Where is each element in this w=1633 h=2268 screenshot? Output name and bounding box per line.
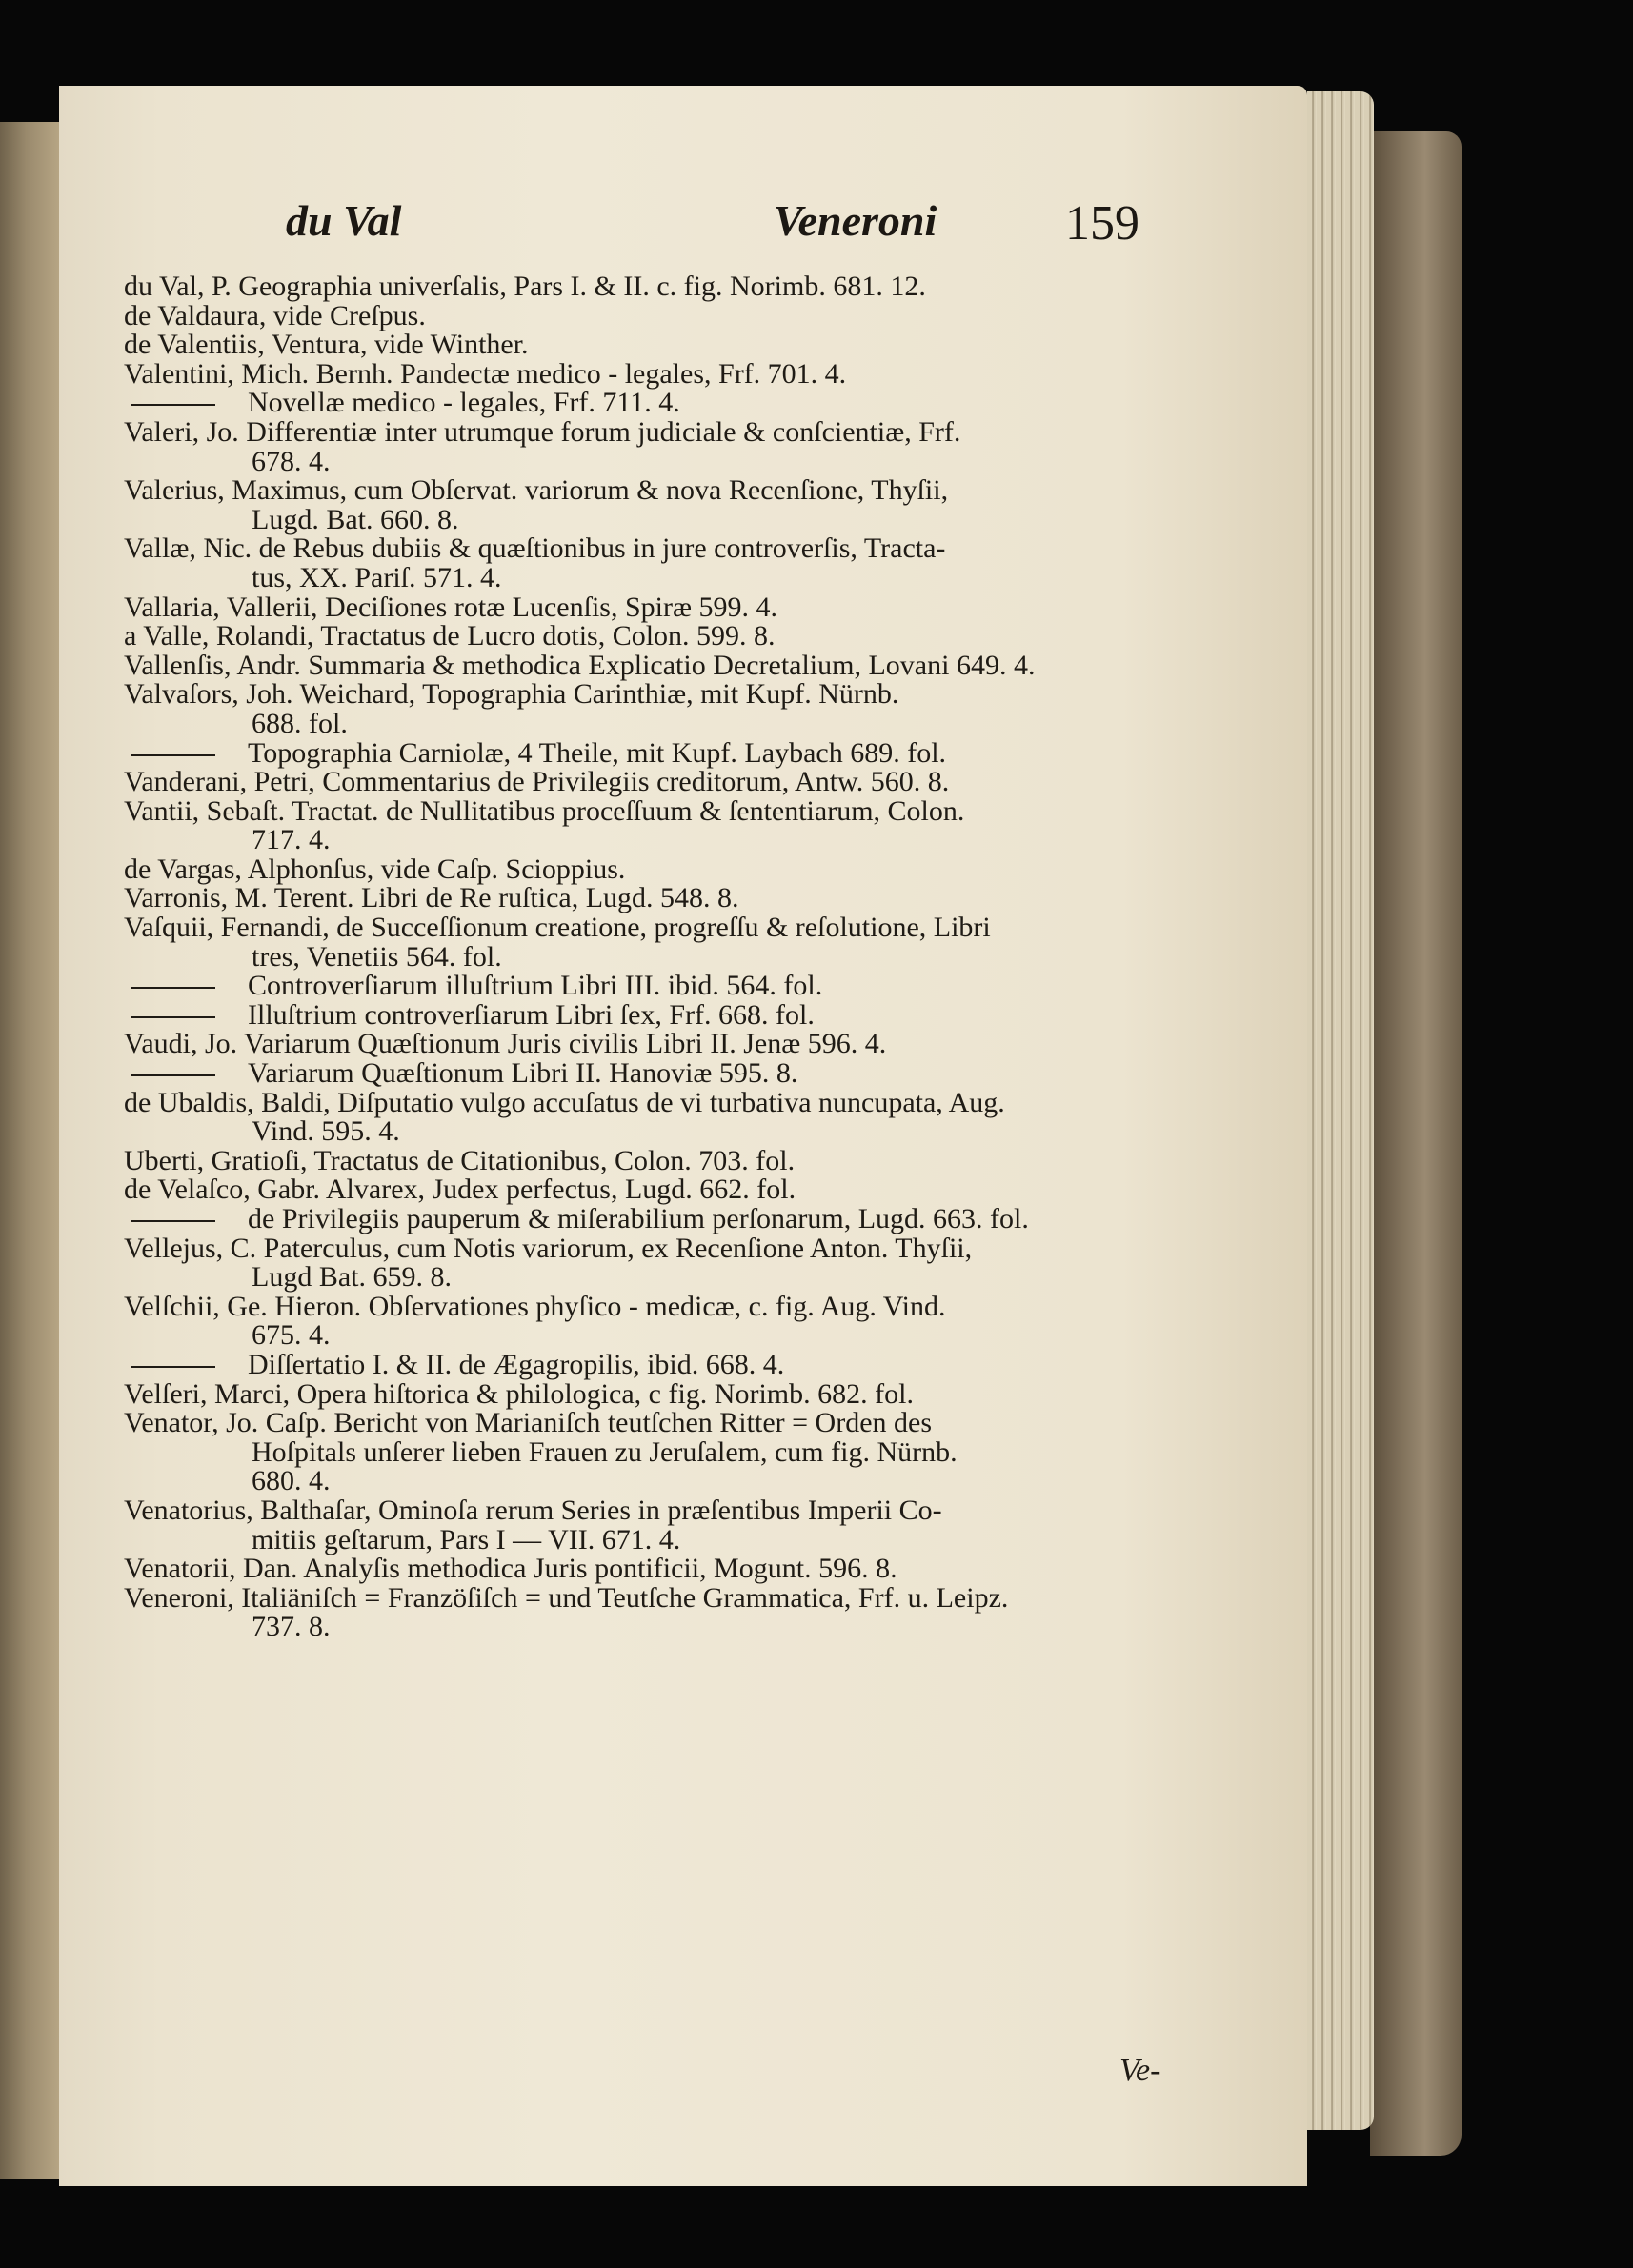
entry-line: de Velaſco, Gabr. Alvarex, Judex perfectus, Lugd. 662. fol.	[124, 1174, 796, 1206]
previous-page-edge	[0, 122, 62, 2179]
entry-line	[124, 389, 1191, 418]
entry-text: Illuſtrium controverſiarum Libri ſex, Frf. 668. fol.	[248, 998, 815, 1031]
entry-text: Topographia Carniolæ, 4 Theile, mit Kupf. Laybach 689. fol.	[248, 736, 947, 769]
entry-line: Vallenſis, Andr. Summaria & methodica Explicatio Decretalium, Lovani 649. 4.	[124, 649, 1036, 681]
entry-continuation: 737. 8.	[252, 1611, 331, 1643]
entry-text: Diſſertatio I. & II. de Ægagropilis, ibid. 668. 4.	[248, 1348, 785, 1380]
entry-line: Valvaſors, Joh. Weichard, Topographia Carinthiæ, mit Kupf. Nürnb.	[124, 678, 899, 711]
entry-continuation: Lugd Bat. 659. 8.	[252, 1261, 452, 1294]
entry-line: Veneroni, Italiäniſch = Franzöſiſch = und Teutſche Grammatica, Frf. u. Leipz.	[124, 1581, 1009, 1614]
entry-line: Vaudi, Jo. Variarum Quæſtionum Juris civilis Libri II. Jenæ 596. 4.	[124, 1028, 887, 1060]
repeat-dash	[131, 754, 215, 756]
entry-line: Vantii, Sebaſt. Tractat. de Nullitatibus proceſſuum & ſententiarum, Colon.	[124, 794, 965, 827]
entry-line: de Ubaldis, Baldi, Diſputatio vulgo accuſatus de vi turbativa nuncupata, Aug.	[124, 1086, 1005, 1118]
entry-line: Uberti, Gratioſi, Tractatus de Citationibus, Colon. 703. fol.	[124, 1144, 796, 1176]
entry-continuation: Vind. 595. 4.	[252, 1115, 400, 1148]
entry-line	[124, 736, 1191, 769]
entry-continuation: Lugd. Bat. 660. 8.	[252, 503, 459, 535]
entry-line: Vaſquii, Fernandi, de Succeſſionum creatione, progreſſu & reſolutione, Libri	[124, 912, 991, 944]
entry-line: Velſeri, Marci, Opera hiſtorica & philologica, c fig. Norimb. 682. fol.	[124, 1377, 914, 1410]
entry-continuation: tus, XX. Pariſ. 571. 4.	[252, 561, 502, 593]
entry-line	[124, 998, 1191, 1031]
entry-continuation: mitiis geſtarum, Pars I — VII. 671. 4.	[252, 1523, 681, 1555]
entry-line: Vallæ, Nic. de Rebus dubiis & quæſtionibus in jure controverſis, Tracta-	[124, 532, 946, 565]
entry-line: Valerius, Maximus, cum Obſervat. variorum & nova Recenſione, Thyſii,	[124, 474, 949, 507]
page-edges	[1307, 91, 1374, 2130]
catchword: Ve-	[1119, 2053, 1161, 2088]
entry-line: de Valdaura, vide Creſpus.	[124, 299, 426, 331]
entry-text: Variarum Quæſtionum Libri II. Hanoviæ 595. 8.	[248, 1057, 798, 1090]
entry-line	[124, 1348, 1191, 1380]
entry-line: Valeri, Jo. Differentiæ inter utrumque forum judiciale & conſcientiæ, Frf.	[124, 415, 961, 448]
repeat-dash	[131, 1016, 215, 1018]
entry-continuation: tres, Venetiis 564. fol.	[252, 940, 502, 973]
entry-line: du Val, P. Geographia univerſalis, Pars I. & II. c. fig. Norimb. 681. 12.	[124, 271, 926, 302]
entry-continuation: 688. fol.	[252, 707, 348, 739]
entry-text: Controverſiarum illuſtrium Libri III. ibid. 564. fol.	[248, 970, 823, 1002]
repeat-dash	[131, 404, 215, 406]
entry-line: Valentini, Mich. Bernh. Pandectæ medico - legales, Frf. 701. 4.	[124, 357, 847, 390]
entry-line: de Vargas, Alphonſus, vide Caſp. Scioppius.	[124, 853, 626, 885]
entry-line	[124, 972, 1191, 1001]
book-cover	[1370, 131, 1462, 2156]
entry-continuation: 675. 4.	[252, 1319, 331, 1352]
entry-line: Vallaria, Vallerii, Deciſiones rotæ Lucenſis, Spiræ 599. 4.	[124, 591, 777, 623]
catalog-entries	[124, 272, 1191, 1642]
entry-line: Vanderani, Petri, Commentarius de Privilegiis creditorum, Antw. 560. 8.	[124, 766, 950, 798]
entry-line	[124, 1205, 1191, 1234]
entry-continuation: Hoſpitals unſerer lieben Frauen zu Jeruſalem, cum fig. Nürnb.	[252, 1435, 958, 1468]
entry-line: Venatorius, Balthaſar, Ominoſa rerum Series in præſentibus Imperii Co-	[124, 1494, 942, 1526]
repeat-dash	[131, 987, 215, 989]
entry-line: Venator, Jo. Caſp. Bericht von Marianiſch teutſchen Ritter = Orden des	[124, 1407, 932, 1439]
entry-line: Velſchii, Ge. Hieron. Obſervationes phyſico - medicæ, c. fig. Aug. Vind.	[124, 1290, 946, 1322]
entry-continuation: 680. 4.	[252, 1465, 331, 1497]
entry-continuation: 678. 4.	[252, 445, 331, 477]
entry-line: Venatorii, Dan. Analyſis methodica Juris pontificii, Mogunt. 596. 8.	[124, 1553, 897, 1585]
running-head-center: Veneroni	[774, 196, 937, 245]
page-number: 159	[1065, 196, 1139, 251]
repeat-dash	[131, 1220, 215, 1222]
entry-line	[124, 1059, 1191, 1089]
entry-continuation: 717. 4.	[252, 824, 331, 856]
entry-line: de Valentiis, Ventura, vide Winther.	[124, 329, 529, 361]
repeat-dash	[131, 1366, 215, 1368]
entry-line: Varronis, M. Terent. Libri de Re ruſtica, Lugd. 548. 8.	[124, 882, 739, 914]
entry-line: a Valle, Rolandi, Tractatus de Lucro dotis, Colon. 599. 8.	[124, 620, 776, 652]
entry-text: de Privilegiis pauperum & miſerabilium perſonarum, Lugd. 663. fol.	[248, 1203, 1029, 1234]
entry-line: Vellejus, C. Paterculus, cum Notis variorum, ex Recenſione Anton. Thyſii,	[124, 1232, 973, 1264]
running-head-left: du Val	[286, 196, 402, 245]
entry-text: Novellæ medico - legales, Frf. 711. 4.	[248, 387, 680, 419]
repeat-dash	[131, 1074, 215, 1076]
